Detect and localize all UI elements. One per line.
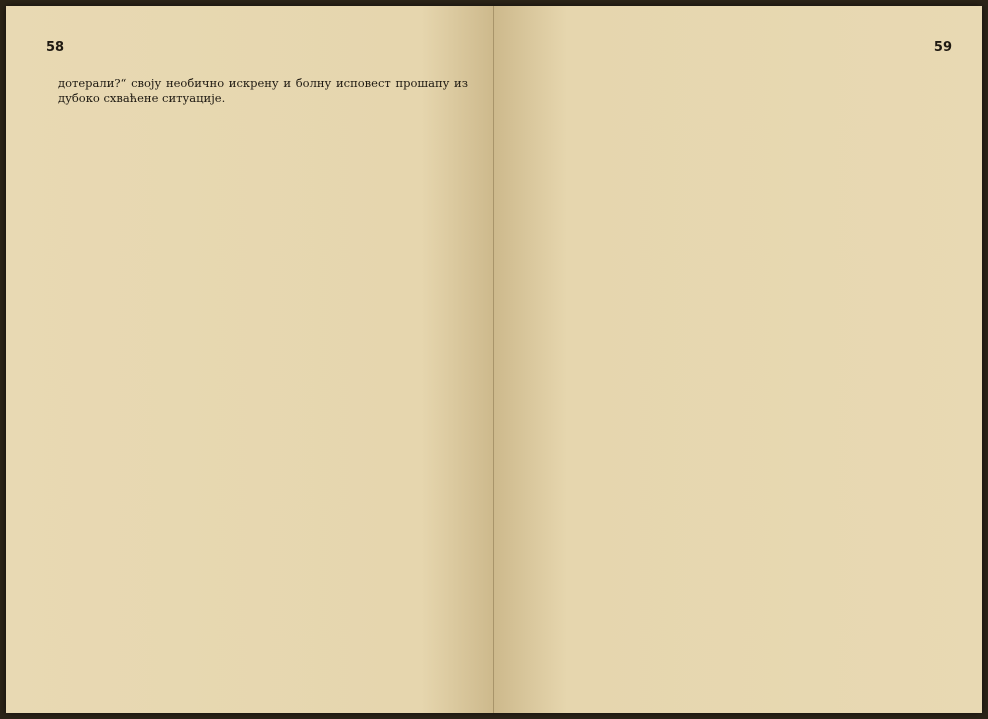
book-spread: [6, 6, 982, 713]
left-page: [6, 6, 494, 713]
left-page-text: [58, 76, 468, 106]
right-page: [494, 6, 982, 713]
page-number-right: 59: [933, 40, 952, 55]
paragraph: дотерали?“ своју необично искрену и болну исповест прошапу из дубоко схваћене ситуације.: [58, 76, 468, 106]
page-number-left: 58: [46, 40, 65, 55]
